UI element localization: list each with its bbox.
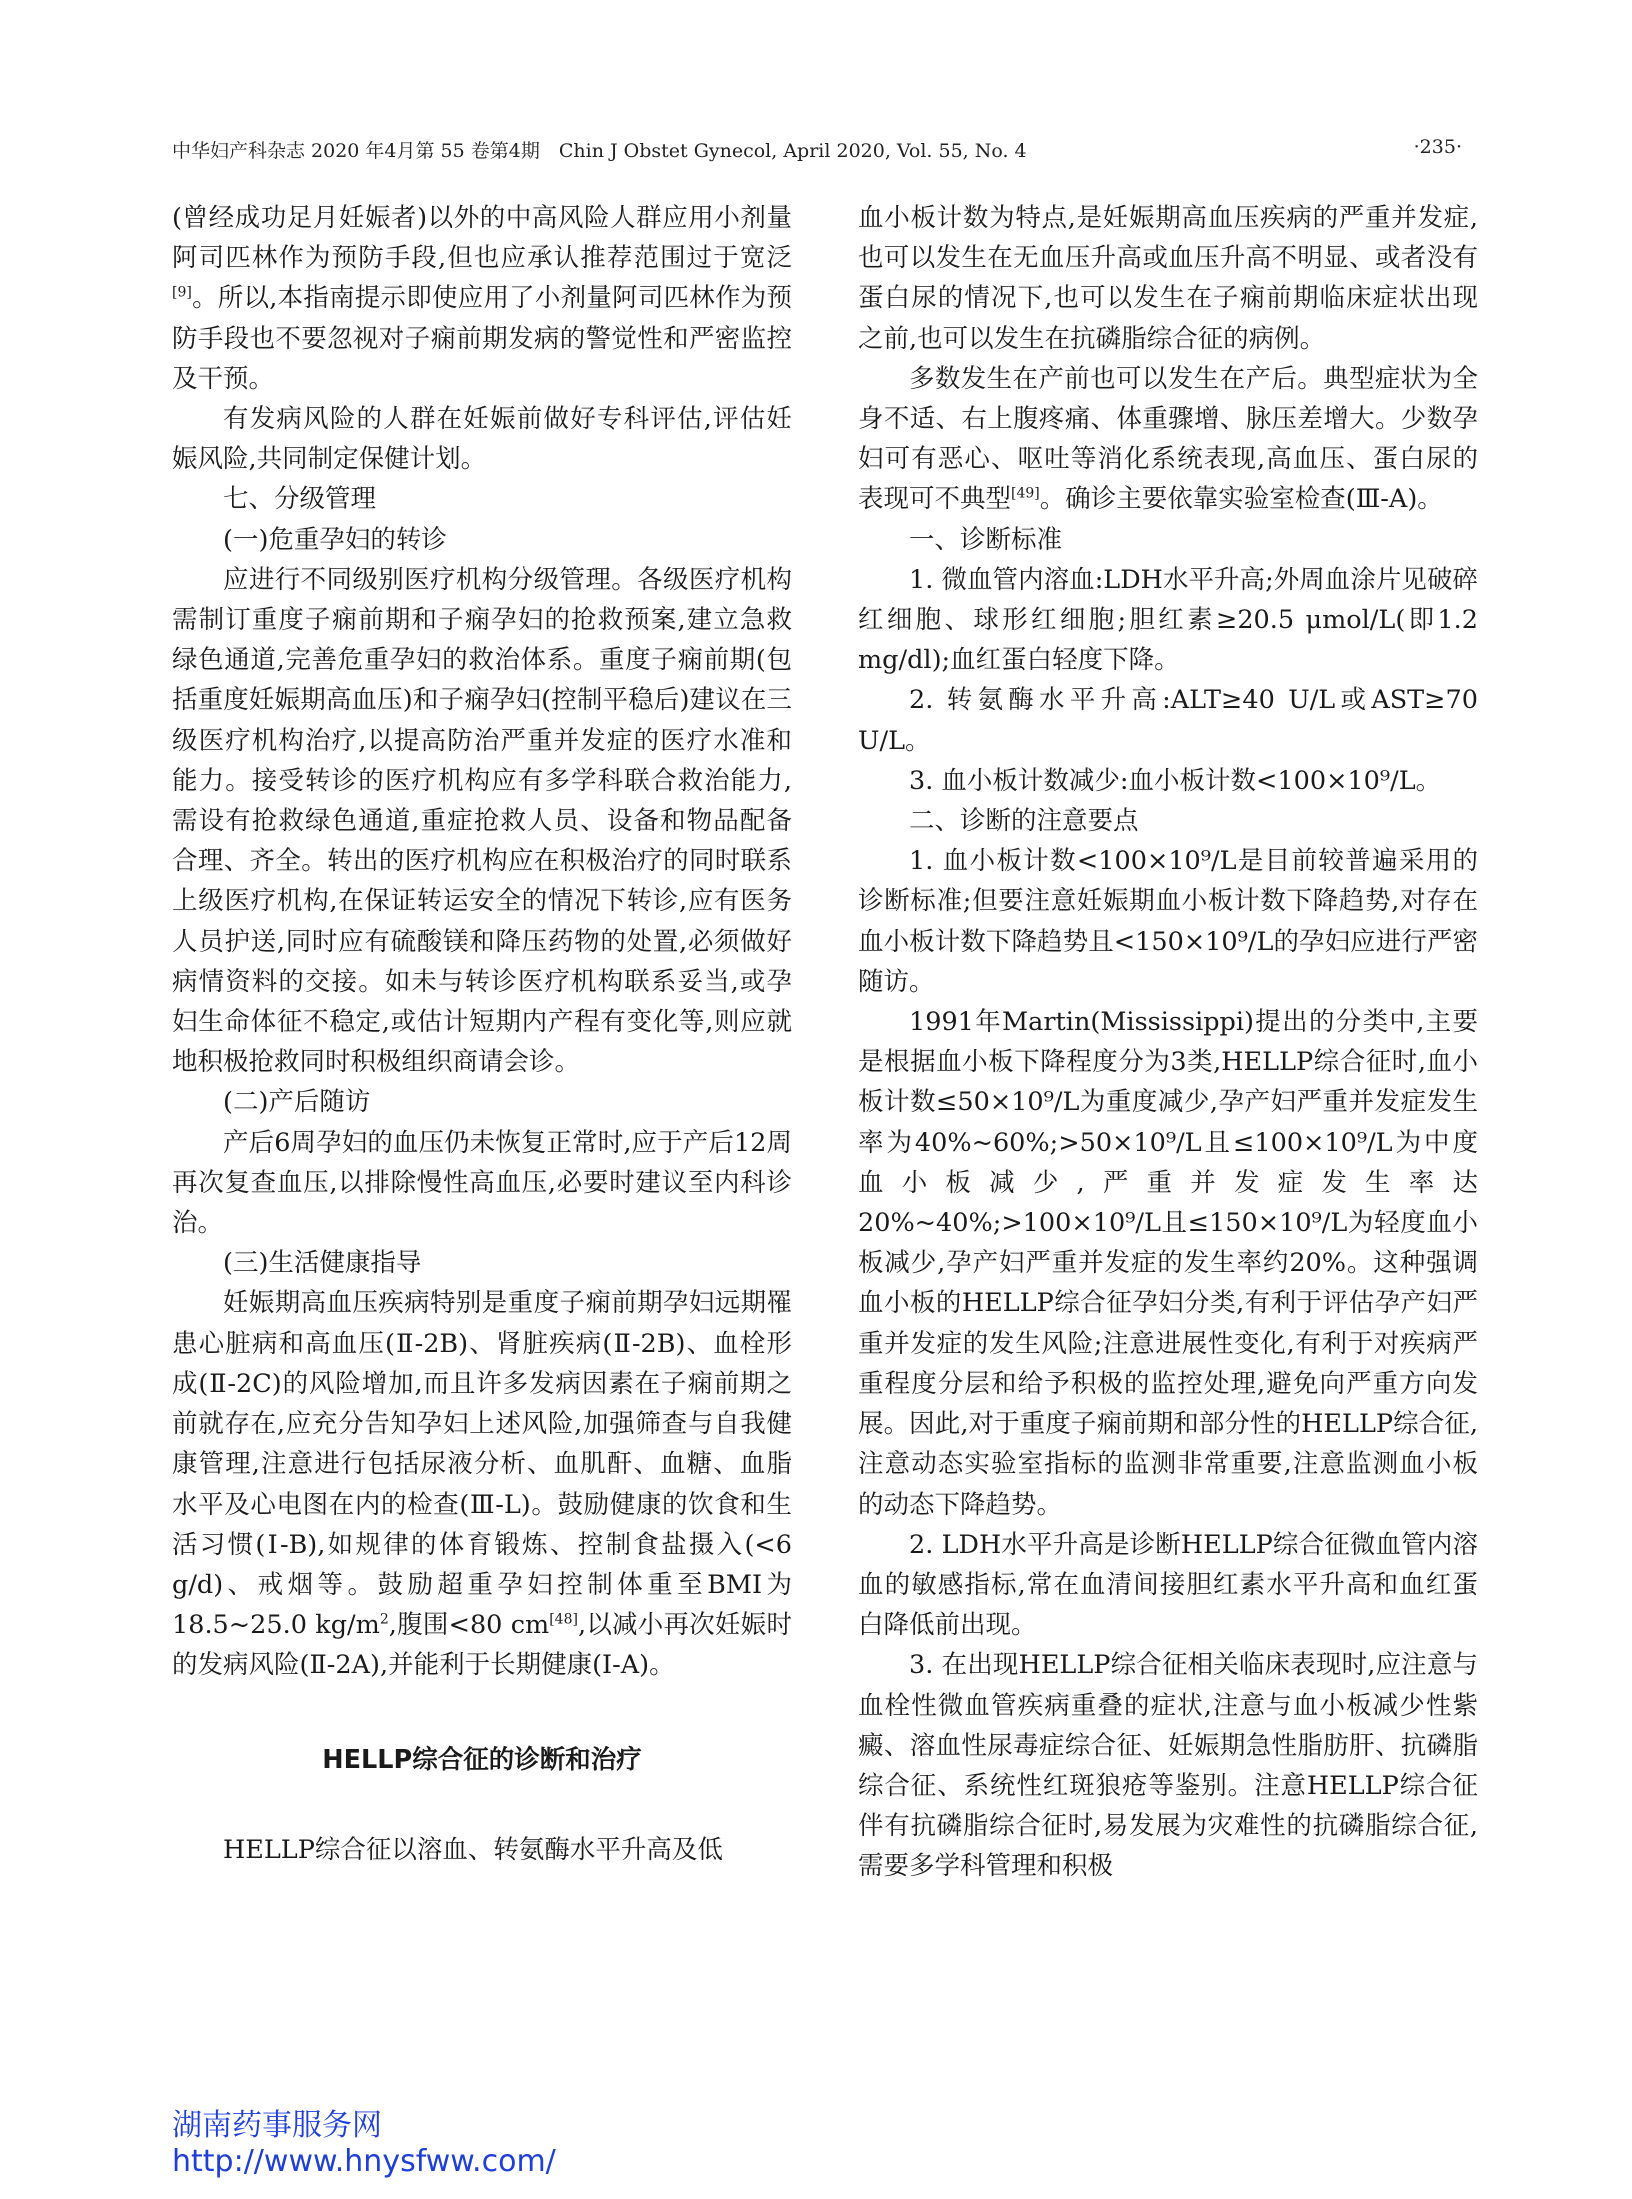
journal-citation: 中华妇产科杂志 2020 年4月第 55 卷第4期 Chin J Obstet Gynecol, April 2020, Vol. 55, No. 4	[172, 140, 1027, 162]
section-heading: 七、分级管理	[223, 484, 377, 515]
watermark-url[interactable]: http://www.hnysfww.com/	[172, 2144, 556, 2179]
watermark-site-name: 湖南药事服务网	[172, 2108, 382, 2143]
paragraph: 血小板计数为特点,是妊娠期高血压疾病的严重并发症,也可以发生在无血压升高或血压升高不明显、或者没有蛋白尿的情况下,也可以发生在子痫前期临床症状出现之前,也可以发生在抗磷脂综合征的病例。	[858, 203, 1478, 354]
right-column	[858, 198, 1478, 1887]
paragraph: HELLP综合征以溶血、转氨酶水平升高及低	[223, 1834, 723, 1865]
page-number: ·235·	[1413, 136, 1462, 158]
criterion-item: 1. 微血管内溶血:LDH水平升高;外周血涂片见破碎红细胞、球形红细胞;胆红素≥20.5 μmol/L(即1.2 mg/dl);血红蛋白轻度下降。	[858, 564, 1478, 676]
note-item: 2. LDH水平升高是诊断HELLP综合征微血管内溶血的敏感指标,常在血清间接胆红素水平升高和血红蛋白降低前出现。	[858, 1529, 1478, 1641]
criterion-item: 2. 转氨酶水平升高:ALT≥40 U/L或AST≥70 U/L。	[858, 685, 1478, 756]
paragraph: 产后6周孕妇的血压仍未恢复正常时,应于产后12周再次复查血压,以排除慢性高血压,必要时建议至内科诊治。	[172, 1127, 792, 1239]
paragraph: 妊娠期高血压疾病特别是重度子痫前期孕妇远期罹患心脏病和高血压(Ⅱ-2B)、肾脏疾病(Ⅱ-2B)、血栓形成(Ⅱ-2C)的风险增加,而且许多发病因素在子痫前期之前就存在,应充分告知孕妇上述风险,加强筛查与自我健康管理,注意进行包括尿液分析、血肌酐、血糖、血脂水平及心电图在内的检查(Ⅲ-L)。鼓励健康的饮食和生活习惯(Ⅰ-B),如规律的体育锻炼、控制食盐摄入(<6 g/d)、戒烟等。鼓励超重孕妇控制体重至BMI为18.5~25.0 $kg/m^2$,腹围<80 cm[48],以减小再次妊娠时的发病风险(Ⅱ-2A),并能利于长期健康(Ⅰ-A)。	[172, 1288, 793, 1681]
paragraph: 多数发生在产前也可以发生在产后。典型症状为全身不适、右上腹疼痛、体重骤增、脉压差增大。少数孕妇可有恶心、呕吐等消化系统表现,高血压、蛋白尿的表现可不典型[49]。确诊主要依靠实验室检查(Ⅲ-A)。	[858, 363, 1478, 515]
running-header	[172, 136, 1462, 166]
paragraph: 1991年Martin(Mississippi)提出的分类中,主要是根据血小板下降程度分为3类,HELLP综合征时,血小板计数≤50×10⁹/L为重度减少,孕产妇严重并发症发生率为40%~60%;>50×10⁹/L且≤100×10⁹/L为中度血小板减少,严重并发症发生率达20%~40%;>100×10⁹/L且≤150×10⁹/L为轻度血小板减少,孕产妇严重并发症的发生率约20%。这种强调血小板的HELLP综合征孕妇分类,有利于评估孕产妇严重并发症的发生风险;注意进展性变化,有利于对疾病严重程度分层和给予积极的监控处理,避免向严重方向发展。因此,对于重度子痫前期和部分性的HELLP综合征,注意动态实验室指标的监测非常重要,注意监测血小板的动态下降趋势。	[858, 1007, 1478, 1520]
subsection-heading: (一)危重孕妇的转诊	[223, 524, 447, 555]
note-item: 1. 血小板计数<100×10⁹/L是目前较普遍采用的诊断标准;但要注意妊娠期血小板计数下降趋势,对存在血小板计数下降趋势且<150×10⁹/L的孕妇应进行严密随访。	[858, 846, 1478, 997]
left-column	[172, 198, 792, 1870]
paragraph: 应进行不同级别医疗机构分级管理。各级医疗机构需制订重度子痫前期和子痫孕妇的抢救预案,建立急救绿色通道,完善危重孕妇的救治体系。重度子痫前期(包括重度妊娠期高血压)和子痫孕妇(控制平稳后)建议在三级医疗机构治疗,以提高防治严重并发症的医疗水准和能力。接受转诊的医疗机构应有多学科联合救治能力,需设有抢救绿色通道,重症抢救人员、设备和物品配备合理、齐全。转出的医疗机构应在积极治疗的同时联系上级医疗机构,在保证转运安全的情况下转诊,应有医务人员护送,同时应有硫酸镁和降压药物的处置,必须做好病情资料的交接。如未与转诊医疗机构联系妥当,或孕妇生命体征不稳定,或估计短期内产程有变化等,则应就地积极抢救同时积极组织商请会诊。	[172, 564, 792, 1078]
paragraph: 有发病风险的人群在妊娠前做好专科评估,评估妊娠风险,共同制定保健计划。	[172, 404, 792, 475]
paragraph: (曾经成功足月妊娠者)以外的中高风险人群应用小剂量阿司匹林作为预防手段,但也应承认推荐范围过于宽泛[9]。所以,本指南提示即使应用了小剂量阿司匹林作为预防手段也不要忽视对子痫前期发病的警觉性和严密监控及干预。	[172, 203, 792, 394]
note-item: 3. 在出现HELLP综合征相关临床表现时,应注意与血栓性微血管疾病重叠的症状,注意与血小板减少性紫癜、溶血性尿毒症综合征、妊娠期急性脂肪肝、抗磷脂综合征、系统性红斑狼疮等鉴别。注意HELLP综合征伴有抗磷脂综合征时,易发展为灾难性的抗磷脂综合征,需要多学科管理和积极	[858, 1650, 1478, 1882]
subsection-heading: (三)生活健康指导	[223, 1248, 422, 1279]
section-heading: 一、诊断标准	[909, 524, 1063, 555]
watermark	[172, 2108, 556, 2180]
section-title: HELLP综合征的诊断和治疗	[322, 1744, 642, 1775]
criterion-item: 3. 血小板计数减少:血小板计数<100×10⁹/L。	[909, 765, 1442, 796]
section-heading: 二、诊断的注意要点	[909, 806, 1139, 837]
subsection-heading: (二)产后随访	[223, 1087, 371, 1118]
